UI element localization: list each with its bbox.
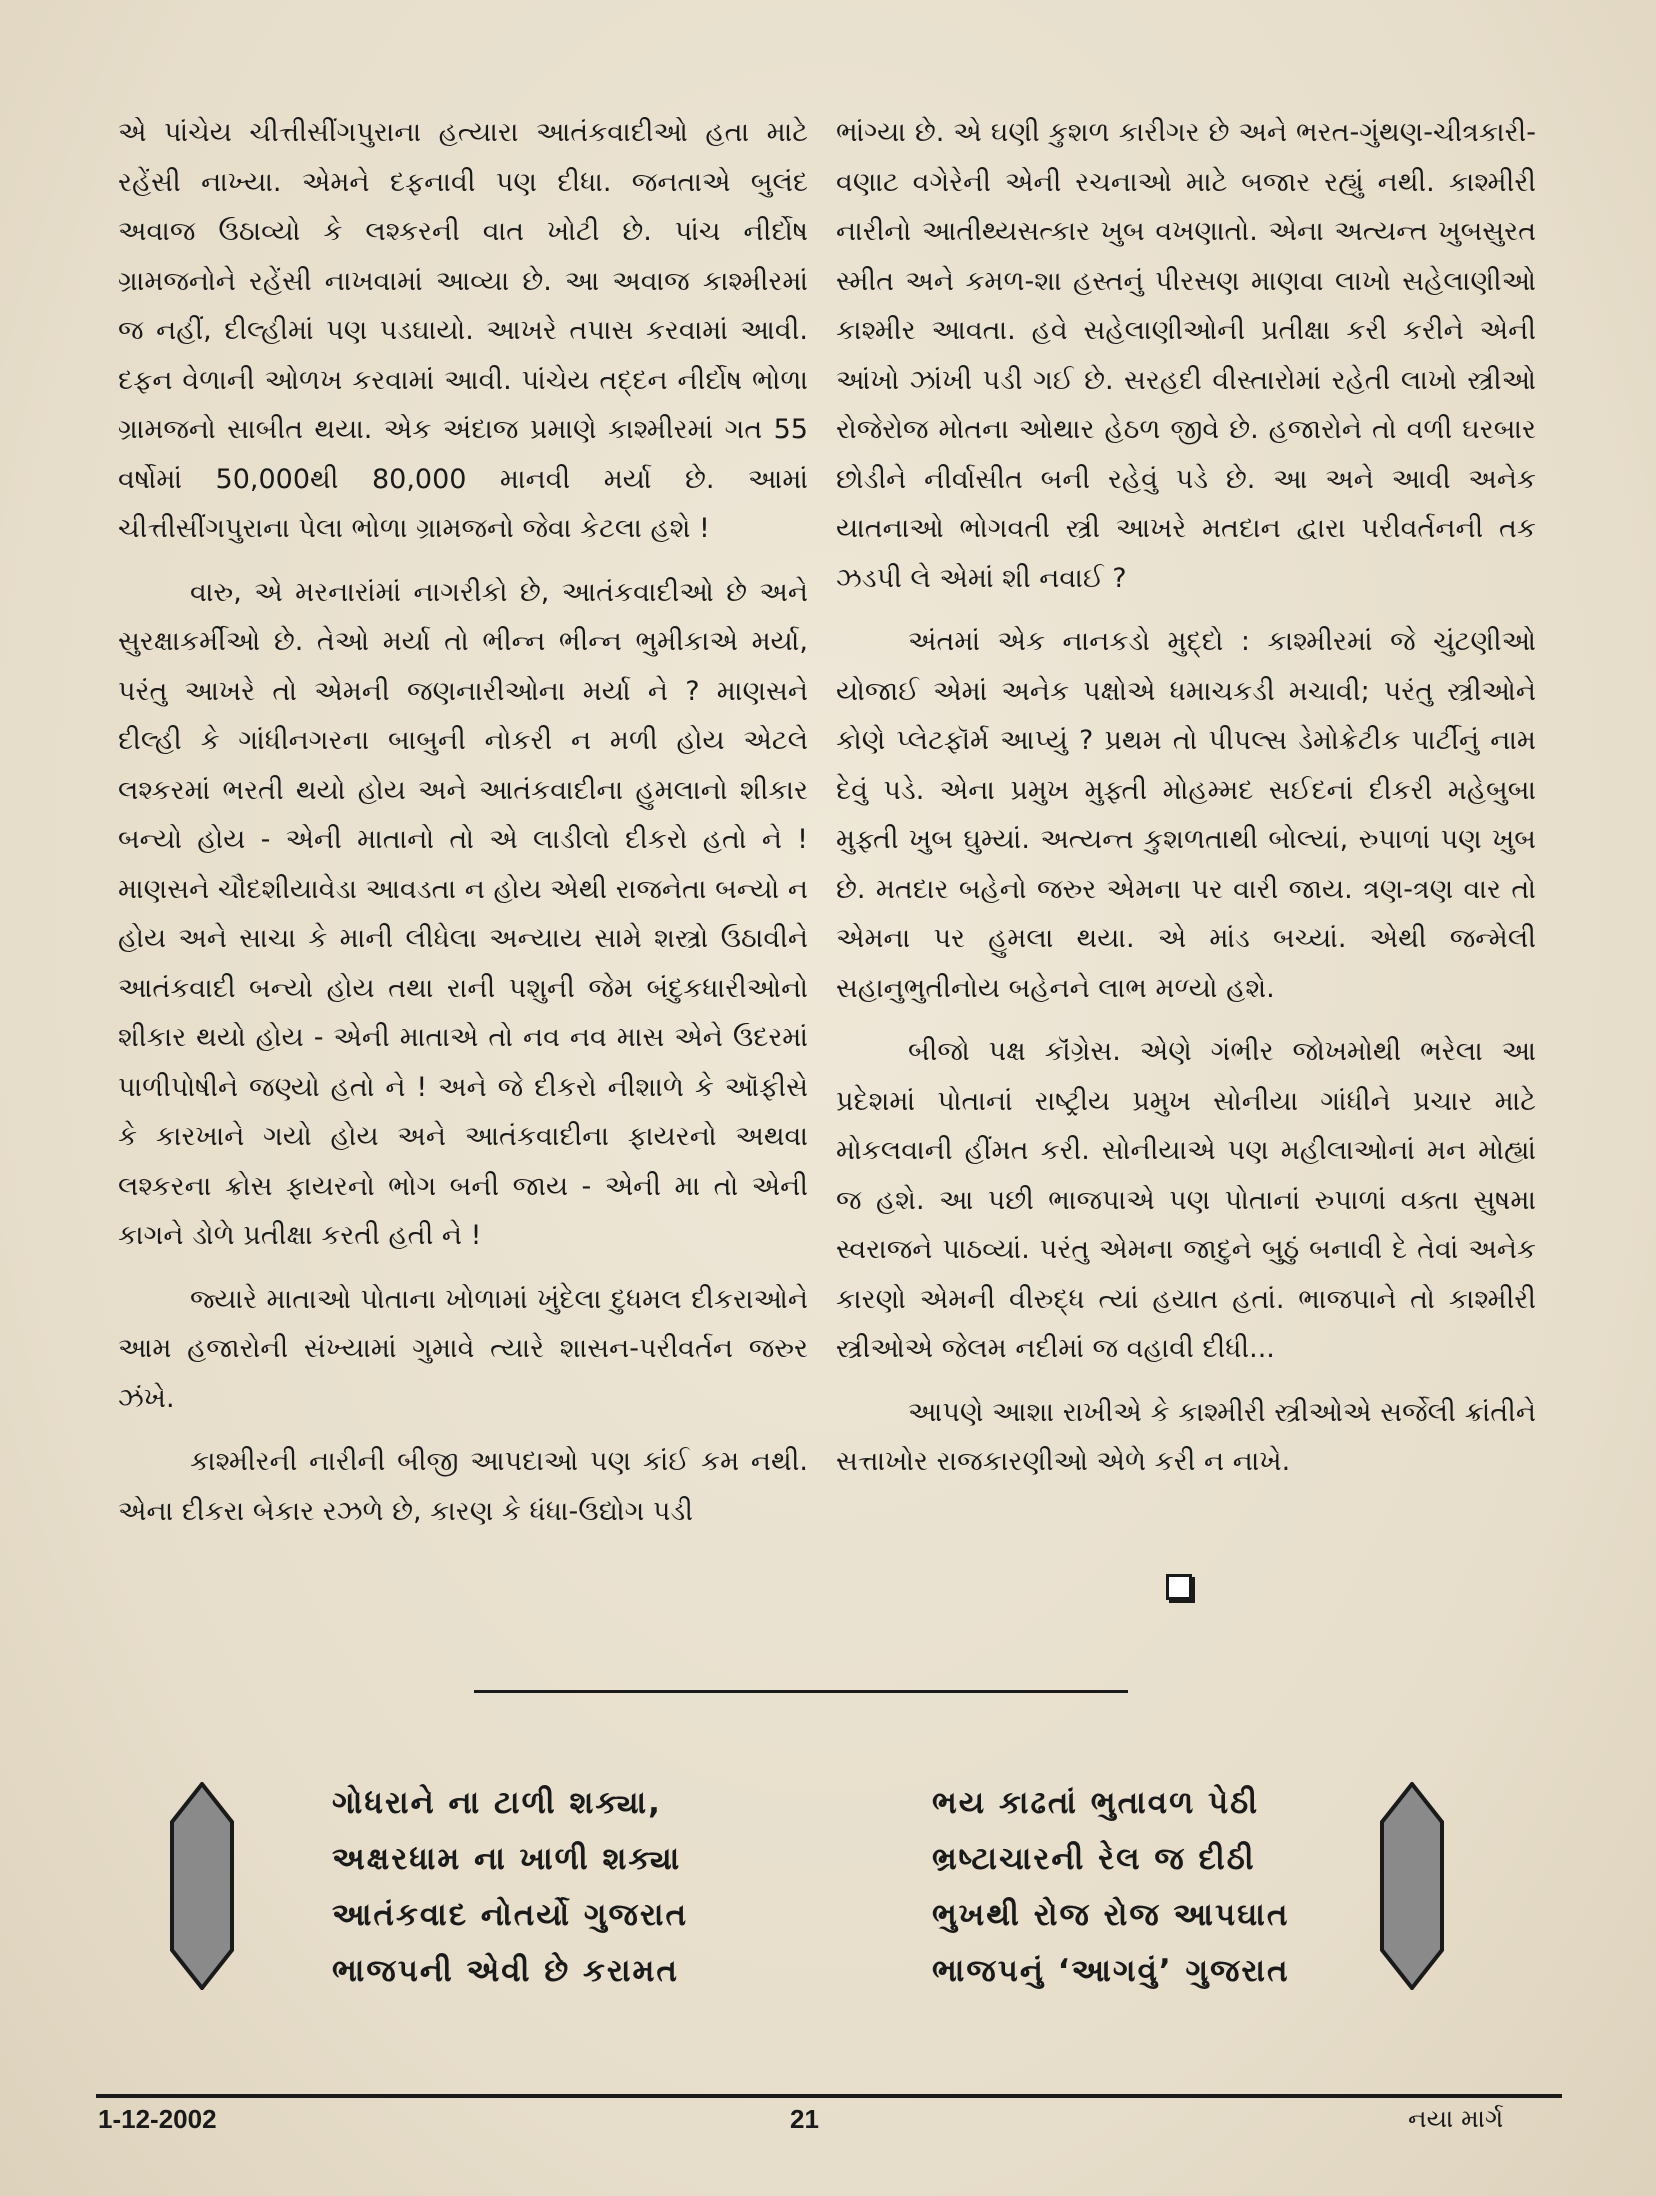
paragraph: જ્યારે માતાઓ પોતાના ખોળામાં ખુંદેલા દુધમલ દીકરાઓને આમ હજારોની સંખ્યામાં ગુમાવે ત્યારે શાસન-પરીવર્તન જરુર ઝંખે. — [118, 1283, 808, 1414]
paragraph: બીજો પક્ષ કૉંગ્રેસ. એણે ગંભીર જોખમોથી ભરેલા આ પ્રદેશમાં પોતાનાં રાષ્ટ્રીય પ્રમુખ સોનીયા ગાંધીને પ્રચાર માટે મોકલવાની હીંમત કરી. સોનીયાએ પણ મહીલાઓનાં મન મોહ્યાં જ હશે. આ પછી ભાજપાએ પણ પોતાનાં રુપાળાં વક્તા સુષમા સ્વરાજને પાઠવ્યાં. પરંતુ એમના જાદુને બુઠું બનાવી દે તેવાં અનેક કારણો એમની વીરુદ્ધ ત્યાં હયાત હતાં. ભાજપાને તો કાશ્મીરી સ્ત્રીઓએ જેલમ નદીમાં જ વહાવી દીધી... — [836, 1036, 1536, 1364]
poem-line: આતંકવાદ નોતર્યો ગુજરાત — [332, 1897, 689, 1933]
poem-line: ભુખથી રોજ રોજ આપઘાત — [932, 1897, 1290, 1933]
poem-line: ભાજપની એવી છે કરામત — [332, 1953, 679, 1989]
poem-line: ગોધરાને ના ટાળી શક્યા, — [332, 1785, 662, 1821]
end-of-article-mark — [1166, 1574, 1192, 1600]
page-number: 21 — [790, 2104, 819, 2134]
paragraph: વારુ, એ મરનારાંમાં નાગરીકો છે, આતંકવાદીઓ છે અને સુરક્ષાકર્મીઓ છે. તેઓ મર્યા તો ભીન્ન ભીન્ન ભુમીકાએ મર્યા, પરંતુ આખરે તો એમની જણનારીઓના મર્યા ને ? માણસને દીલ્હી કે ગાંધીનગરના બાબુની નોકરી ન મળી હોય એટલે લશ્કરમાં ભરતી થયો હોય અને આતંકવાદીના હુમલાનો શીકાર બન્યો હોય - એની માતાનો તો એ લાડીલો દીકરો હતો ને ! માણસને ચૌદશીયાવેડા આવડતા ન હોય એથી રાજનેતા બન્યો ન હોય અને સાચા કે માની લીધેલા અન્યાય સામે શસ્ત્રો ઉઠાવીને આતંકવાદી બન્યો હોય તથા રાની પશુની જેમ બંદુકધારીઓનો શીકાર થયો હોય - એની માતાએ તો નવ નવ માસ એને ઉદરમાં પાળીપોષીને જણ્યો હતો ને ! અને જે દીકરો નીશાળે કે ઑફીસે કે કારખાને ગયો હોય અને આતંકવાદીના ફાયરનો અથવા લશ્કરના ક્રોસ ફાયરનો ભોગ બની જાય - એની મા તો એની કાગને ડોળે પ્રતીક્ષા કરતી હતી ને ! — [118, 576, 808, 1251]
article-left-column — [118, 108, 808, 1550]
paragraph: અંતમાં એક નાનકડો મુદ્દો : કાશ્મીરમાં જે ચુંટણીઓ યોજાઈ એમાં અનેક પક્ષોએ ધમાચકડી મચાવી; પરંતુ સ્ત્રીઓને કોણે પ્લેટફૉર્મ આપ્યું ? પ્રથમ તો પીપલ્સ ડેમોક્રેટીક પાર્ટીનું નામ દેવું પડે. એના પ્રમુખ મુફ્તી મોહમ્મદ સઈદનાં દીકરી મહેબુબા મુફ્તી ખુબ ઘુમ્યાં. અત્યન્ત કુશળતાથી બોલ્યાં, રુપાળાં પણ ખુબ છે. મતદાર બહેનો જરુર એમના પર વારી જાય. ત્રણ-ત્રણ વાર તો એમના પર હુમલા થયા. એ માંડ બચ્યાં. એથી જન્મેલી સહાનુભુતીનોય બહેનને લાભ મળ્યો હશે. — [836, 626, 1536, 1004]
hexagon-ornament-icon — [170, 1782, 234, 1990]
footer-divider — [96, 2094, 1562, 2098]
issue-date: 1-12-2002 — [98, 2104, 217, 2134]
paragraph: એ પાંચેય ચીત્તીસીંગપુરાના હત્યારા આતંકવાદીઓ હતા માટે રહેંસી નાખ્યા. એમને દફનાવી પણ દીધા. જનતાએ બુલંદ અવાજ ઉઠાવ્યો કે લશ્કરની વાત ખોટી છે. પાંચ નીર્દોષ ગ્રામજનોને રહેંસી નાખવામાં આવ્યા છે. આ અવાજ કાશ્મીરમાં જ નહીં, દીલ્હીમાં પણ પડઘાયો. આખરે તપાસ કરવામાં આવી. દફન વેળાની ઓળખ કરવામાં આવી. પાંચેય તદ્દન નીર્દોષ ભોળા ગ્રામજનો સાબીત થયા. એક અંદાજ પ્રમાણે કાશ્મીરમાં ગત 55 વર્ષોમાં 50,000થી 80,000 માનવી મર્યા છે. આમાં ચીત્તીસીંગપુરાના પેલા ભોળા ગ્રામજનો જેવા કેટલા હશે ! — [118, 117, 808, 544]
poem-line: ભાજપનું ‘આગવું’ ગુજરાત — [932, 1953, 1290, 1989]
poem-line: અક્ષરધામ ના ખાળી શક્યા — [332, 1841, 682, 1877]
hexagon-ornament-icon — [1380, 1782, 1444, 1990]
poem-line: ભ્રષ્ટાચારની રેલ જ દીઠી — [932, 1841, 1256, 1877]
magazine-name: નયા માર્ગ — [1408, 2104, 1504, 2133]
section-divider — [474, 1690, 1128, 1693]
paragraph: ભાંગ્યા છે. એ ઘણી કુશળ કારીગર છે અને ભરત-ગુંથણ-ચીત્રકારી-વણાટ વગેરેની એની રચનાઓ માટે બજાર રહ્યું નથી. કાશ્મીરી નારીનો આતીથ્યસત્કાર ખુબ વખણાતો. એના અત્યન્ત ખુબસુરત સ્મીત અને કમળ-શા હસ્તનું પીરસણ માણવા લાખો સહેલાણીઓ કાશ્મીર આવતા. હવે સહેલાણીઓની પ્રતીક્ષા કરી કરીને એની આંખો ઝાંખી પડી ગઈ છે. સરહદી વીસ્તારોમાં રહેતી લાખો સ્ત્રીઓ રોજેરોજ મોતના ઓથાર હેઠળ જીવે છે. હજારોને તો વળી ઘરબાર છોડીને નીર્વાસીત બની રહેવું પડે છે. આ અને આવી અનેક યાતનાઓ ભોગવતી સ્ત્રી આખરે મતદાન દ્વારા પરીવર્તનની તક ઝડપી લે એમાં શી નવાઈ ? — [836, 117, 1536, 594]
article-right-column — [836, 108, 1536, 1501]
poem-line: ભય કાઢતાં ભુતાવળ પેઠી — [932, 1785, 1260, 1821]
paragraph: કાશ્મીરની નારીની બીજી આપદાઓ પણ કાંઈ કમ નથી. એના દીકરા બેકાર રઝળે છે, કારણ કે ધંધા-ઉદ્યોગ પડી — [118, 1446, 808, 1527]
poem-right — [932, 1775, 1352, 1999]
poem-left — [332, 1775, 752, 1999]
paragraph: આપણે આશા રાખીએ કે કાશ્મીરી સ્ત્રીઓએ સર્જેલી ક્રાંતીને સત્તાખોર રાજકારણીઓ એળે કરી ન નાખે. — [836, 1396, 1536, 1477]
